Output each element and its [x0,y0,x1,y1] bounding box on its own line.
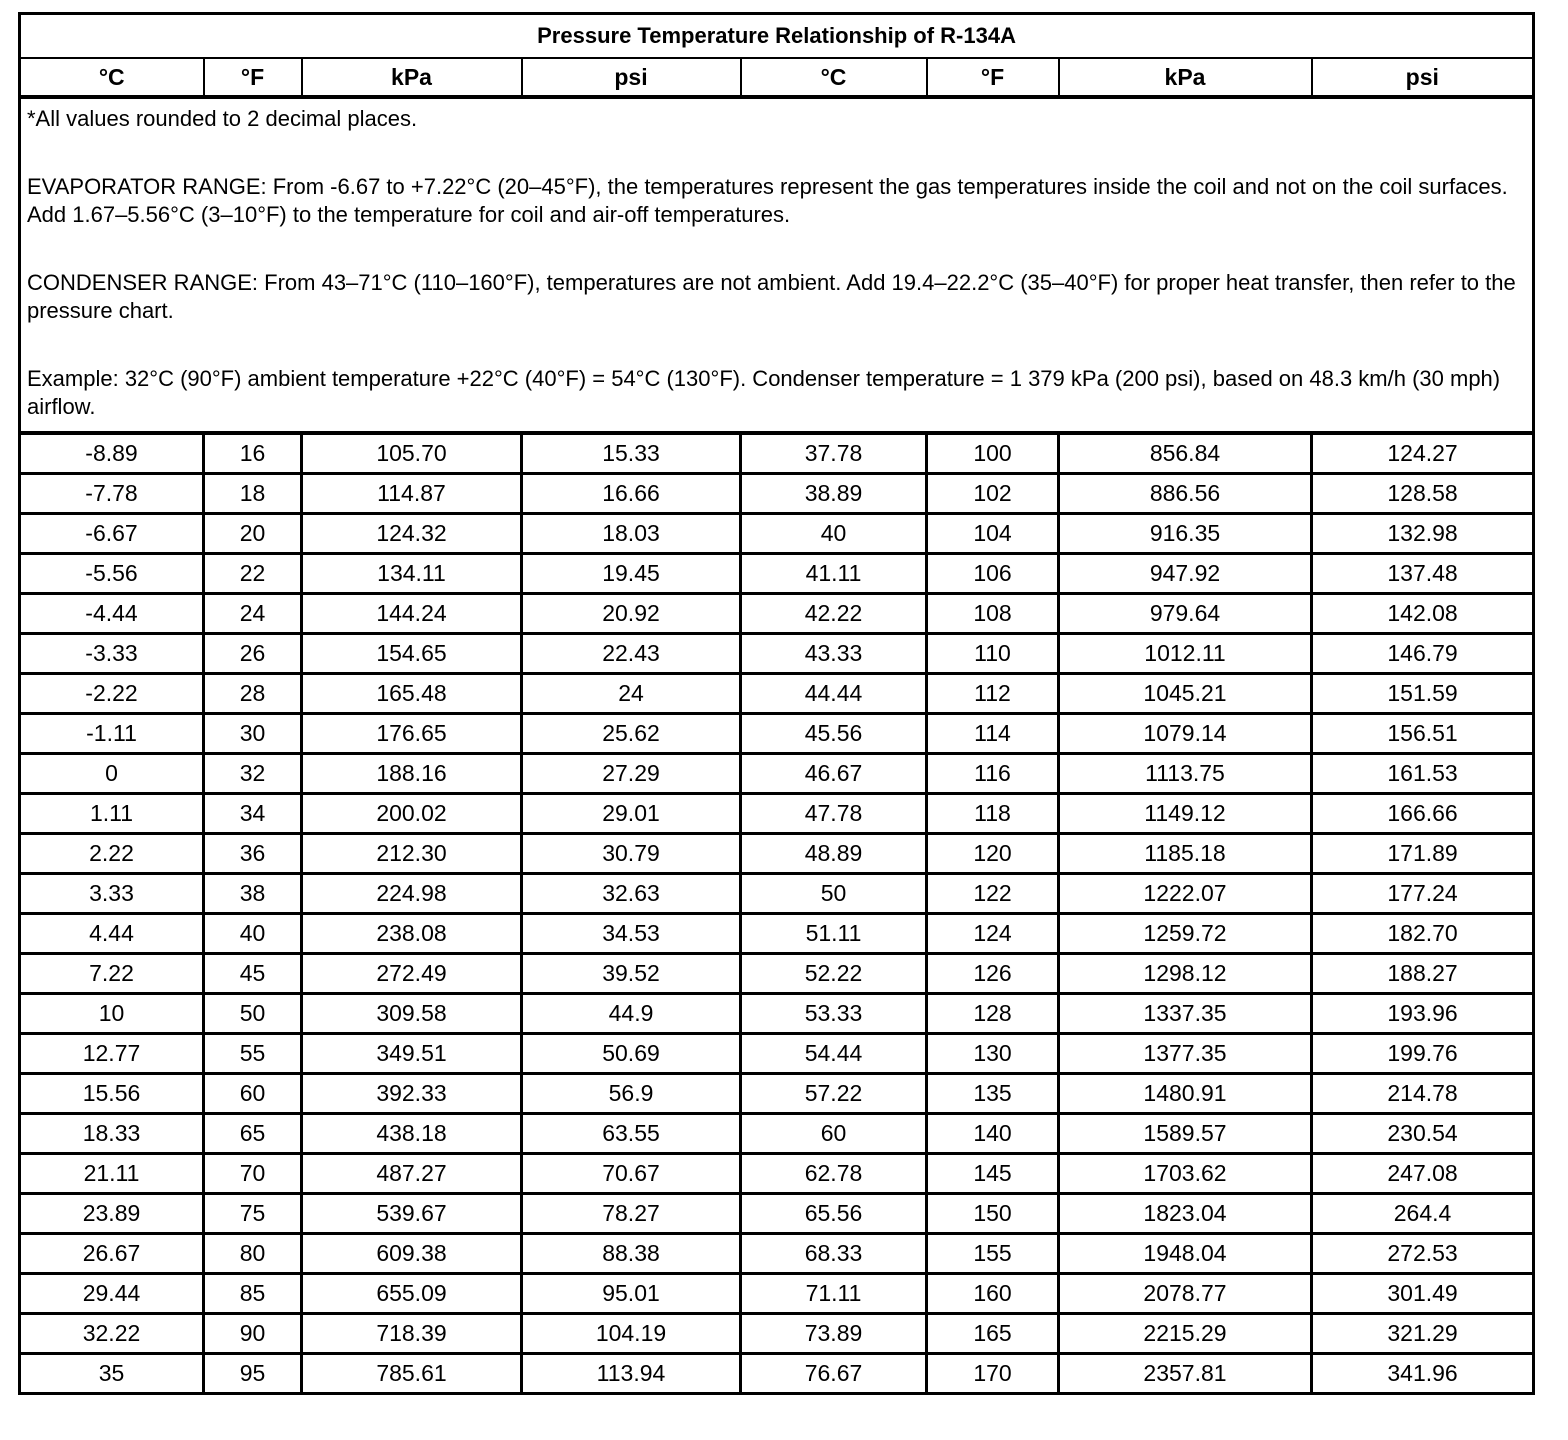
cell-fahrenheit-right: 116 [927,754,1059,794]
cell-celsius-right: 40 [741,514,927,554]
cell-kpa-left: 487.27 [302,1154,522,1194]
cell-kpa-right: 1589.57 [1059,1114,1312,1154]
cell-psi-left: 24 [522,674,741,714]
table-row [20,914,1534,954]
cell-fahrenheit-right: 114 [927,714,1059,754]
cell-psi-right: 214.78 [1312,1074,1534,1114]
cell-psi-left: 63.55 [522,1114,741,1154]
cell-psi-right: 124.27 [1312,433,1534,474]
cell-psi-right: 166.66 [1312,794,1534,834]
cell-psi-left: 29.01 [522,794,741,834]
cell-fahrenheit-right: 150 [927,1194,1059,1234]
cell-kpa-left: 438.18 [302,1114,522,1154]
cell-kpa-right: 2215.29 [1059,1314,1312,1354]
column-header-row [20,58,1534,97]
table-row [20,994,1534,1034]
cell-psi-right: 272.53 [1312,1234,1534,1274]
cell-psi-left: 20.92 [522,594,741,634]
cell-kpa-right: 1337.35 [1059,994,1312,1034]
cell-kpa-left: 609.38 [302,1234,522,1274]
cell-fahrenheit-left: 85 [204,1274,302,1314]
cell-psi-left: 95.01 [522,1274,741,1314]
cell-psi-right: 247.08 [1312,1154,1534,1194]
cell-psi-right: 321.29 [1312,1314,1534,1354]
table-row [20,754,1534,794]
table-row [20,1034,1534,1074]
cell-celsius-right: 52.22 [741,954,927,994]
note-condenser-range: CONDENSER RANGE: From 43–71°C (110–160°F), temperatures are not ambient. Add 19.4–22.2°C (35–40°F) for proper heat transfer, then refer to the pressure chart. [27,270,1516,323]
cell-kpa-right: 1298.12 [1059,954,1312,994]
cell-psi-left: 78.27 [522,1194,741,1234]
cell-kpa-right: 1012.11 [1059,634,1312,674]
cell-fahrenheit-right: 135 [927,1074,1059,1114]
cell-celsius-left: 10 [20,994,204,1034]
cell-fahrenheit-right: 118 [927,794,1059,834]
cell-kpa-right: 1113.75 [1059,754,1312,794]
cell-kpa-right: 1480.91 [1059,1074,1312,1114]
cell-psi-left: 32.63 [522,874,741,914]
cell-psi-left: 104.19 [522,1314,741,1354]
cell-celsius-left: 2.22 [20,834,204,874]
cell-kpa-right: 856.84 [1059,433,1312,474]
cell-kpa-right: 916.35 [1059,514,1312,554]
cell-fahrenheit-left: 26 [204,634,302,674]
table-row [20,794,1534,834]
table-row [20,1114,1534,1154]
cell-kpa-right: 1259.72 [1059,914,1312,954]
cell-psi-left: 19.45 [522,554,741,594]
cell-fahrenheit-left: 55 [204,1034,302,1074]
cell-fahrenheit-right: 126 [927,954,1059,994]
cell-celsius-right: 54.44 [741,1034,927,1074]
table-row [20,634,1534,674]
cell-celsius-left: -8.89 [20,433,204,474]
cell-kpa-left: 176.65 [302,714,522,754]
table-row [20,674,1534,714]
cell-celsius-left: 35 [20,1354,204,1394]
cell-celsius-right: 50 [741,874,927,914]
cell-celsius-left: 26.67 [20,1234,204,1274]
cell-psi-right: 264.4 [1312,1194,1534,1234]
cell-celsius-right: 44.44 [741,674,927,714]
cell-fahrenheit-right: 100 [927,433,1059,474]
cell-celsius-right: 73.89 [741,1314,927,1354]
cell-celsius-right: 57.22 [741,1074,927,1114]
cell-kpa-left: 539.67 [302,1194,522,1234]
cell-kpa-right: 1185.18 [1059,834,1312,874]
cell-kpa-right: 1149.12 [1059,794,1312,834]
cell-fahrenheit-right: 108 [927,594,1059,634]
cell-celsius-left: -6.67 [20,514,204,554]
cell-psi-right: 188.27 [1312,954,1534,994]
cell-celsius-left: 15.56 [20,1074,204,1114]
cell-kpa-left: 655.09 [302,1274,522,1314]
cell-kpa-left: 188.16 [302,754,522,794]
table-body [20,433,1534,1394]
cell-psi-left: 56.9 [522,1074,741,1114]
cell-psi-left: 44.9 [522,994,741,1034]
cell-celsius-right: 47.78 [741,794,927,834]
cell-celsius-right: 42.22 [741,594,927,634]
cell-fahrenheit-left: 36 [204,834,302,874]
cell-psi-right: 142.08 [1312,594,1534,634]
cell-psi-right: 193.96 [1312,994,1534,1034]
cell-celsius-right: 38.89 [741,474,927,514]
note-evaporator-range: EVAPORATOR RANGE: From -6.67 to +7.22°C (20–45°F), the temperatures represent the gas temperatures inside the coil and not on the coil surfaces. Add 1.67–5.56°C (3–10°F) to the temperature for coil and air-off temperatures. [27,174,1508,227]
cell-psi-right: 341.96 [1312,1354,1534,1394]
table-row [20,714,1534,754]
column-header-kpa-left: kPa [302,58,522,97]
cell-kpa-right: 1045.21 [1059,674,1312,714]
table-row [20,834,1534,874]
column-header-kpa-right: kPa [1059,58,1312,97]
cell-fahrenheit-left: 75 [204,1194,302,1234]
cell-fahrenheit-left: 16 [204,433,302,474]
pressure-temperature-table [18,12,1535,1395]
cell-kpa-right: 1377.35 [1059,1034,1312,1074]
cell-fahrenheit-right: 104 [927,514,1059,554]
cell-celsius-left: 1.11 [20,794,204,834]
cell-celsius-left: -4.44 [20,594,204,634]
cell-fahrenheit-right: 112 [927,674,1059,714]
cell-celsius-right: 51.11 [741,914,927,954]
cell-fahrenheit-left: 28 [204,674,302,714]
cell-fahrenheit-right: 122 [927,874,1059,914]
note-example: Example: 32°C (90°F) ambient temperature +22°C (40°F) = 54°C (130°F). Condenser temperature = 1 379 kPa (200 psi), based on 48.3 km/h (30 mph) airflow. [27,366,1501,419]
cell-celsius-left: 21.11 [20,1154,204,1194]
cell-celsius-right: 71.11 [741,1274,927,1314]
cell-fahrenheit-left: 38 [204,874,302,914]
column-header-celsius-left: °C [20,58,204,97]
cell-celsius-right: 43.33 [741,634,927,674]
table-row [20,954,1534,994]
cell-psi-left: 39.52 [522,954,741,994]
column-header-psi-left: psi [522,58,741,97]
table-row [20,1234,1534,1274]
cell-kpa-left: 165.48 [302,674,522,714]
cell-psi-left: 25.62 [522,714,741,754]
cell-kpa-left: 224.98 [302,874,522,914]
table-row [20,1354,1534,1394]
cell-kpa-left: 785.61 [302,1354,522,1394]
cell-fahrenheit-left: 70 [204,1154,302,1194]
table-row [20,554,1534,594]
cell-celsius-left: 23.89 [20,1194,204,1234]
cell-kpa-left: 349.51 [302,1034,522,1074]
cell-psi-right: 132.98 [1312,514,1534,554]
cell-psi-right: 128.58 [1312,474,1534,514]
cell-celsius-right: 46.67 [741,754,927,794]
table-row [20,474,1534,514]
cell-kpa-right: 1079.14 [1059,714,1312,754]
cell-kpa-right: 1222.07 [1059,874,1312,914]
cell-kpa-left: 124.32 [302,514,522,554]
cell-kpa-right: 2357.81 [1059,1354,1312,1394]
cell-psi-left: 16.66 [522,474,741,514]
cell-celsius-right: 41.11 [741,554,927,594]
cell-psi-left: 30.79 [522,834,741,874]
cell-celsius-left: 32.22 [20,1314,204,1354]
table-row [20,514,1534,554]
cell-fahrenheit-left: 30 [204,714,302,754]
cell-fahrenheit-left: 20 [204,514,302,554]
cell-kpa-left: 392.33 [302,1074,522,1114]
table-row [20,1314,1534,1354]
cell-fahrenheit-right: 110 [927,634,1059,674]
cell-kpa-left: 114.87 [302,474,522,514]
cell-psi-right: 151.59 [1312,674,1534,714]
cell-fahrenheit-right: 140 [927,1114,1059,1154]
cell-celsius-left: 3.33 [20,874,204,914]
cell-celsius-right: 76.67 [741,1354,927,1394]
cell-kpa-right: 886.56 [1059,474,1312,514]
cell-kpa-right: 1948.04 [1059,1234,1312,1274]
cell-kpa-left: 238.08 [302,914,522,954]
cell-celsius-left: 4.44 [20,914,204,954]
cell-fahrenheit-right: 170 [927,1354,1059,1394]
cell-celsius-right: 37.78 [741,433,927,474]
cell-fahrenheit-left: 18 [204,474,302,514]
cell-psi-left: 22.43 [522,634,741,674]
title-row [20,14,1534,59]
cell-psi-left: 34.53 [522,914,741,954]
cell-kpa-right: 979.64 [1059,594,1312,634]
cell-fahrenheit-right: 102 [927,474,1059,514]
cell-fahrenheit-left: 50 [204,994,302,1034]
cell-psi-left: 50.69 [522,1034,741,1074]
cell-psi-right: 182.70 [1312,914,1534,954]
cell-psi-right: 171.89 [1312,834,1534,874]
column-header-fahrenheit-left: °F [204,58,302,97]
cell-fahrenheit-left: 32 [204,754,302,794]
cell-kpa-left: 154.65 [302,634,522,674]
cell-psi-right: 137.48 [1312,554,1534,594]
table-row [20,1194,1534,1234]
cell-kpa-left: 144.24 [302,594,522,634]
cell-celsius-left: 18.33 [20,1114,204,1154]
cell-psi-right: 146.79 [1312,634,1534,674]
cell-fahrenheit-right: 106 [927,554,1059,594]
cell-celsius-right: 48.89 [741,834,927,874]
cell-psi-left: 70.67 [522,1154,741,1194]
cell-kpa-right: 2078.77 [1059,1274,1312,1314]
table-row [20,594,1534,634]
cell-fahrenheit-right: 145 [927,1154,1059,1194]
cell-fahrenheit-left: 80 [204,1234,302,1274]
cell-kpa-left: 212.30 [302,834,522,874]
table-row [20,1274,1534,1314]
cell-psi-right: 301.49 [1312,1274,1534,1314]
cell-fahrenheit-left: 24 [204,594,302,634]
cell-celsius-left: -3.33 [20,634,204,674]
cell-celsius-left: 7.22 [20,954,204,994]
cell-celsius-right: 60 [741,1114,927,1154]
cell-kpa-right: 1823.04 [1059,1194,1312,1234]
cell-celsius-left: -1.11 [20,714,204,754]
cell-fahrenheit-right: 165 [927,1314,1059,1354]
cell-fahrenheit-right: 128 [927,994,1059,1034]
table-row [20,433,1534,474]
cell-fahrenheit-left: 95 [204,1354,302,1394]
cell-psi-left: 18.03 [522,514,741,554]
cell-fahrenheit-left: 34 [204,794,302,834]
cell-psi-left: 15.33 [522,433,741,474]
cell-psi-right: 177.24 [1312,874,1534,914]
table-row [20,1154,1534,1194]
cell-fahrenheit-left: 40 [204,914,302,954]
cell-celsius-left: 29.44 [20,1274,204,1314]
cell-fahrenheit-left: 45 [204,954,302,994]
cell-fahrenheit-left: 60 [204,1074,302,1114]
cell-celsius-left: 12.77 [20,1034,204,1074]
cell-celsius-right: 53.33 [741,994,927,1034]
cell-fahrenheit-right: 160 [927,1274,1059,1314]
cell-celsius-right: 65.56 [741,1194,927,1234]
cell-psi-right: 230.54 [1312,1114,1534,1154]
cell-celsius-left: -2.22 [20,674,204,714]
column-header-psi-right: psi [1312,58,1534,97]
cell-fahrenheit-left: 65 [204,1114,302,1154]
cell-fahrenheit-right: 124 [927,914,1059,954]
cell-kpa-right: 1703.62 [1059,1154,1312,1194]
cell-psi-left: 88.38 [522,1234,741,1274]
cell-kpa-left: 134.11 [302,554,522,594]
cell-celsius-left: 0 [20,754,204,794]
notes-cell [20,97,1534,433]
table-title: Pressure Temperature Relationship of R-134A [20,14,1534,59]
cell-kpa-left: 200.02 [302,794,522,834]
cell-psi-right: 161.53 [1312,754,1534,794]
cell-kpa-left: 718.39 [302,1314,522,1354]
cell-fahrenheit-right: 120 [927,834,1059,874]
table-row [20,874,1534,914]
cell-psi-right: 156.51 [1312,714,1534,754]
cell-kpa-left: 105.70 [302,433,522,474]
cell-celsius-left: -5.56 [20,554,204,594]
cell-kpa-left: 309.58 [302,994,522,1034]
cell-fahrenheit-right: 155 [927,1234,1059,1274]
cell-celsius-right: 45.56 [741,714,927,754]
note-rounding: *All values rounded to 2 decimal places. [27,106,418,131]
cell-kpa-right: 947.92 [1059,554,1312,594]
column-header-celsius-right: °C [741,58,927,97]
cell-kpa-left: 272.49 [302,954,522,994]
cell-celsius-left: -7.78 [20,474,204,514]
cell-fahrenheit-right: 130 [927,1034,1059,1074]
cell-psi-right: 199.76 [1312,1034,1534,1074]
cell-fahrenheit-left: 90 [204,1314,302,1354]
cell-celsius-right: 62.78 [741,1154,927,1194]
table-row [20,1074,1534,1114]
cell-psi-left: 113.94 [522,1354,741,1394]
cell-psi-left: 27.29 [522,754,741,794]
notes-row [20,97,1534,433]
column-header-fahrenheit-right: °F [927,58,1059,97]
cell-celsius-right: 68.33 [741,1234,927,1274]
cell-fahrenheit-left: 22 [204,554,302,594]
